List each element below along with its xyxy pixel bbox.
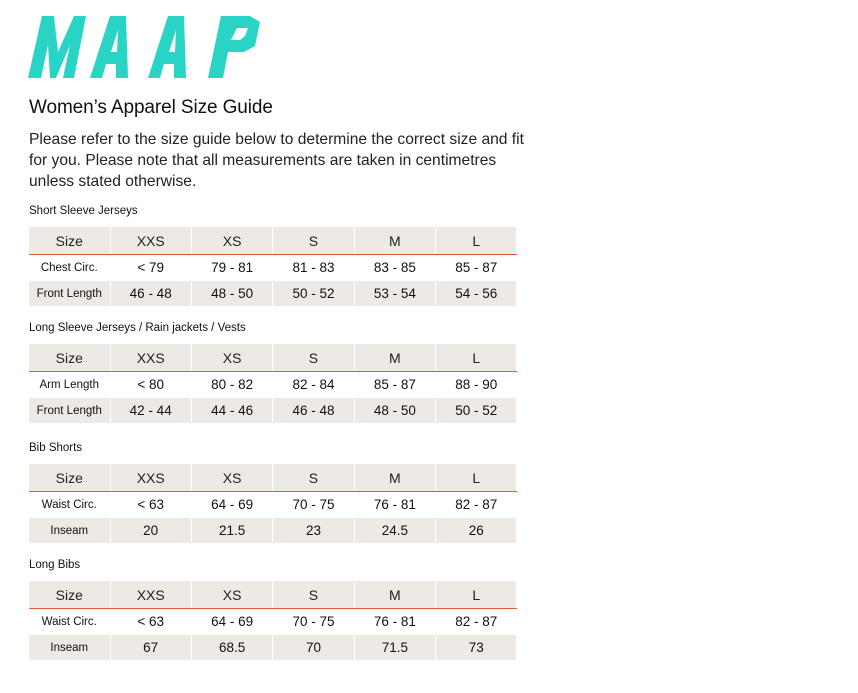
- table-cell: 50 - 52: [436, 398, 517, 424]
- table-cell: 53 - 54: [354, 281, 435, 307]
- row-label: Inseam: [29, 518, 110, 544]
- header-cell: M: [354, 464, 435, 492]
- table-cell: 70 - 75: [273, 609, 354, 635]
- table-cell: 24.5: [354, 518, 435, 544]
- header-cell: L: [436, 581, 517, 609]
- page-title: Women’s Apparel Size Guide: [29, 97, 273, 118]
- table-cell: 85 - 87: [436, 255, 517, 281]
- table-cell: 76 - 81: [354, 609, 435, 635]
- table-cell: 48 - 50: [354, 398, 435, 424]
- header-cell: Size: [29, 344, 110, 372]
- header-cell: XS: [191, 464, 272, 492]
- table-cell: 23: [273, 518, 354, 544]
- table-row: [29, 609, 517, 635]
- row-label: Front Length: [29, 281, 110, 307]
- table-cell: 46 - 48: [273, 398, 354, 424]
- header-cell: Size: [29, 227, 110, 255]
- header-row: [29, 464, 517, 492]
- table-cell: 73: [436, 635, 517, 661]
- header-row: [29, 227, 517, 255]
- table-cell: 20: [110, 518, 191, 544]
- table-cell: 64 - 69: [191, 492, 272, 518]
- table-row: [29, 372, 517, 398]
- row-label: Front Length: [29, 398, 110, 424]
- header-cell: M: [354, 227, 435, 255]
- table-cell: 79 - 81: [191, 255, 272, 281]
- intro-text: Please refer to the size guide below to determine the correct size and fit for you. Please note that all measurements are taken in centimetres unless stated otherwise.: [29, 131, 524, 190]
- table-row: [29, 518, 517, 544]
- table-cell: 82 - 87: [436, 609, 517, 635]
- table-cell: 70: [273, 635, 354, 661]
- size-table: [29, 344, 517, 423]
- header-cell: S: [273, 344, 354, 372]
- table-cell: 67: [110, 635, 191, 661]
- table-row: [29, 398, 517, 424]
- table-cell: 80 - 82: [191, 372, 272, 398]
- table-cell: 54 - 56: [436, 281, 517, 307]
- table-row: [29, 492, 517, 518]
- table-cell: < 63: [110, 609, 191, 635]
- row-label: Arm Length: [29, 372, 110, 398]
- table-cell: < 63: [110, 492, 191, 518]
- table-cell: 70 - 75: [273, 492, 354, 518]
- table-cell: 83 - 85: [354, 255, 435, 281]
- header-cell: XS: [191, 344, 272, 372]
- header-cell: Size: [29, 581, 110, 609]
- header-cell: S: [273, 227, 354, 255]
- header-cell: M: [354, 344, 435, 372]
- table-cell: 68.5: [191, 635, 272, 661]
- header-row: [29, 581, 517, 609]
- row-label: Waist Circ.: [29, 492, 110, 518]
- table-cell: 71.5: [354, 635, 435, 661]
- table-row: [29, 281, 517, 307]
- header-cell: XXS: [110, 581, 191, 609]
- header-cell: XS: [191, 581, 272, 609]
- header-cell: L: [436, 227, 517, 255]
- header-cell: L: [436, 344, 517, 372]
- header-cell: Size: [29, 464, 110, 492]
- table-cell: 85 - 87: [354, 372, 435, 398]
- table-row: [29, 255, 517, 281]
- table-cell: 82 - 84: [273, 372, 354, 398]
- size-table: [29, 464, 517, 543]
- table-cell: 42 - 44: [110, 398, 191, 424]
- table-cell: < 79: [110, 255, 191, 281]
- table-cell: 88 - 90: [436, 372, 517, 398]
- table-cell: 44 - 46: [191, 398, 272, 424]
- table-cell: 21.5: [191, 518, 272, 544]
- header-cell: XS: [191, 227, 272, 255]
- header-cell: S: [273, 464, 354, 492]
- size-table: [29, 581, 517, 660]
- table-cell: 64 - 69: [191, 609, 272, 635]
- table-row: [29, 635, 517, 661]
- header-cell: M: [354, 581, 435, 609]
- row-label: Chest Circ.: [29, 255, 110, 281]
- header-cell: L: [436, 464, 517, 492]
- table-cell: < 80: [110, 372, 191, 398]
- row-label: Inseam: [29, 635, 110, 661]
- header-row: [29, 344, 517, 372]
- section-label: Long Sleeve Jerseys / Rain jackets / Vests: [29, 322, 246, 334]
- table-cell: 46 - 48: [110, 281, 191, 307]
- table-cell: 26: [436, 518, 517, 544]
- header-cell: XXS: [110, 344, 191, 372]
- table-cell: 76 - 81: [354, 492, 435, 518]
- header-cell: XXS: [110, 227, 191, 255]
- table-cell: 81 - 83: [273, 255, 354, 281]
- section-label: Long Bibs: [29, 559, 81, 571]
- header-cell: XXS: [110, 464, 191, 492]
- table-cell: 82 - 87: [436, 492, 517, 518]
- maap-logo: [28, 12, 268, 82]
- table-cell: 50 - 52: [273, 281, 354, 307]
- section-label: Short Sleeve Jerseys: [29, 205, 138, 217]
- section-label: Bib Shorts: [29, 442, 83, 454]
- row-label: Waist Circ.: [29, 609, 110, 635]
- header-cell: S: [273, 581, 354, 609]
- size-table: [29, 227, 517, 306]
- table-cell: 48 - 50: [191, 281, 272, 307]
